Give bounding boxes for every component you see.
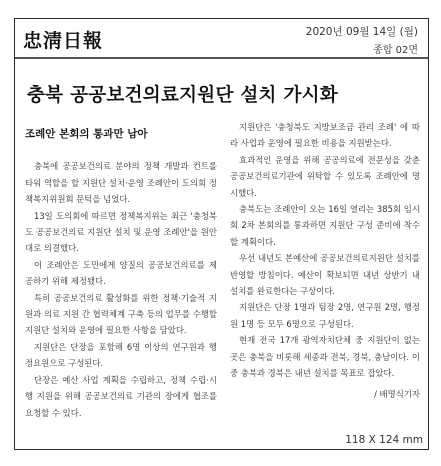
article-paragraph: 지원단은 단장 1명과 팀장 2명, 연구원 2명, 행정원 1명 등 모두 6명으로 구성된다. bbox=[230, 302, 420, 329]
article-paragraph: 단장은 예산 사업 계획을 수립하고, 정책 수립·시행 지원을 위해 공공보건의료 기관의 장에게 협조를 요청할 수 있다. bbox=[25, 374, 217, 418]
clipping-size: 118 X 124 mm bbox=[345, 434, 423, 446]
page-label: 종합 02면 bbox=[373, 45, 418, 56]
article-column-left bbox=[25, 119, 217, 421]
article-paragraph: 현재 전국 17개 광역자치단체 중 지원단이 없는 곳은 충북을 비롯해 세종과 전북, 경북, 충남이다. 이 중 충북과 경북은 내년 설치를 목표로 잡았다. bbox=[230, 335, 420, 379]
article-paragraph: 충북에 공공보건의료 분야의 정책 개발과 컨트롤타워 역할을 할 지원단 설치·운영 조례안이 도의회 정책복지위원회 문턱을 넘었다. bbox=[25, 161, 217, 205]
article-byline: / 배명식기자 bbox=[374, 388, 420, 399]
article-paragraph: 우선 내년도 본예산에 공공보건의료지원단 설치를 반영할 방침이다. 예산이 확보되면 내년 상반기 내 설치를 완료한다는 구상이다. bbox=[230, 253, 420, 297]
issue-date: 2020년 09월 14일 (월) bbox=[305, 26, 418, 38]
article-paragraph: 특히 공공보건의료 활성화를 위한 정책·기술적 지원과 의료 지원 간 협력체계 구축 등의 업무를 수행할 지원단 설치와 운영에 필요한 사항을 담았다. bbox=[25, 292, 217, 336]
article-paragraph: 13일 도의회에 따르면 정책복지위는 최근 '충청북도 공공보건의료 지원단 설치 및 운영 조례안'을 원안대로 의결했다. bbox=[25, 210, 217, 254]
masthead-rule bbox=[15, 57, 428, 59]
newspaper-clipping bbox=[14, 18, 429, 450]
article-paragraph: 이 조례안은 도민에게 양질의 공공보건의료를 제공하기 위해 제정됐다. bbox=[25, 259, 217, 287]
article-paragraph: 지원단은 '충청북도 지방보조금 관리 조례' 에 따라 사업과 운영에 필요한 비용을 지원받는다. bbox=[230, 122, 420, 149]
article-subheading: 조례안 본회의 통과만 남아 bbox=[25, 128, 148, 140]
article-headline: 충북 공공보건의료지원단 설치 가시화 bbox=[27, 85, 338, 106]
article-paragraph: 충북도는 조례안이 오는 16일 열리는 385회 임시회 2차 본회의를 통과하면 지원단 구성 준비에 착수할 계획이다. bbox=[230, 204, 420, 247]
article-column-right bbox=[230, 119, 420, 402]
article-paragraph: 효과적인 운영을 위해 공공의료에 전문성을 갖춘 공공보건의료기관에 위탁할 수 있도록 조례안에 명시했다. bbox=[230, 154, 420, 198]
newspaper-masthead: 忠淸日報 bbox=[23, 30, 104, 52]
article-paragraph: 지원단은 단장을 포함해 6명 이상의 연구원과 행정요원으로 구성된다. bbox=[25, 341, 217, 369]
